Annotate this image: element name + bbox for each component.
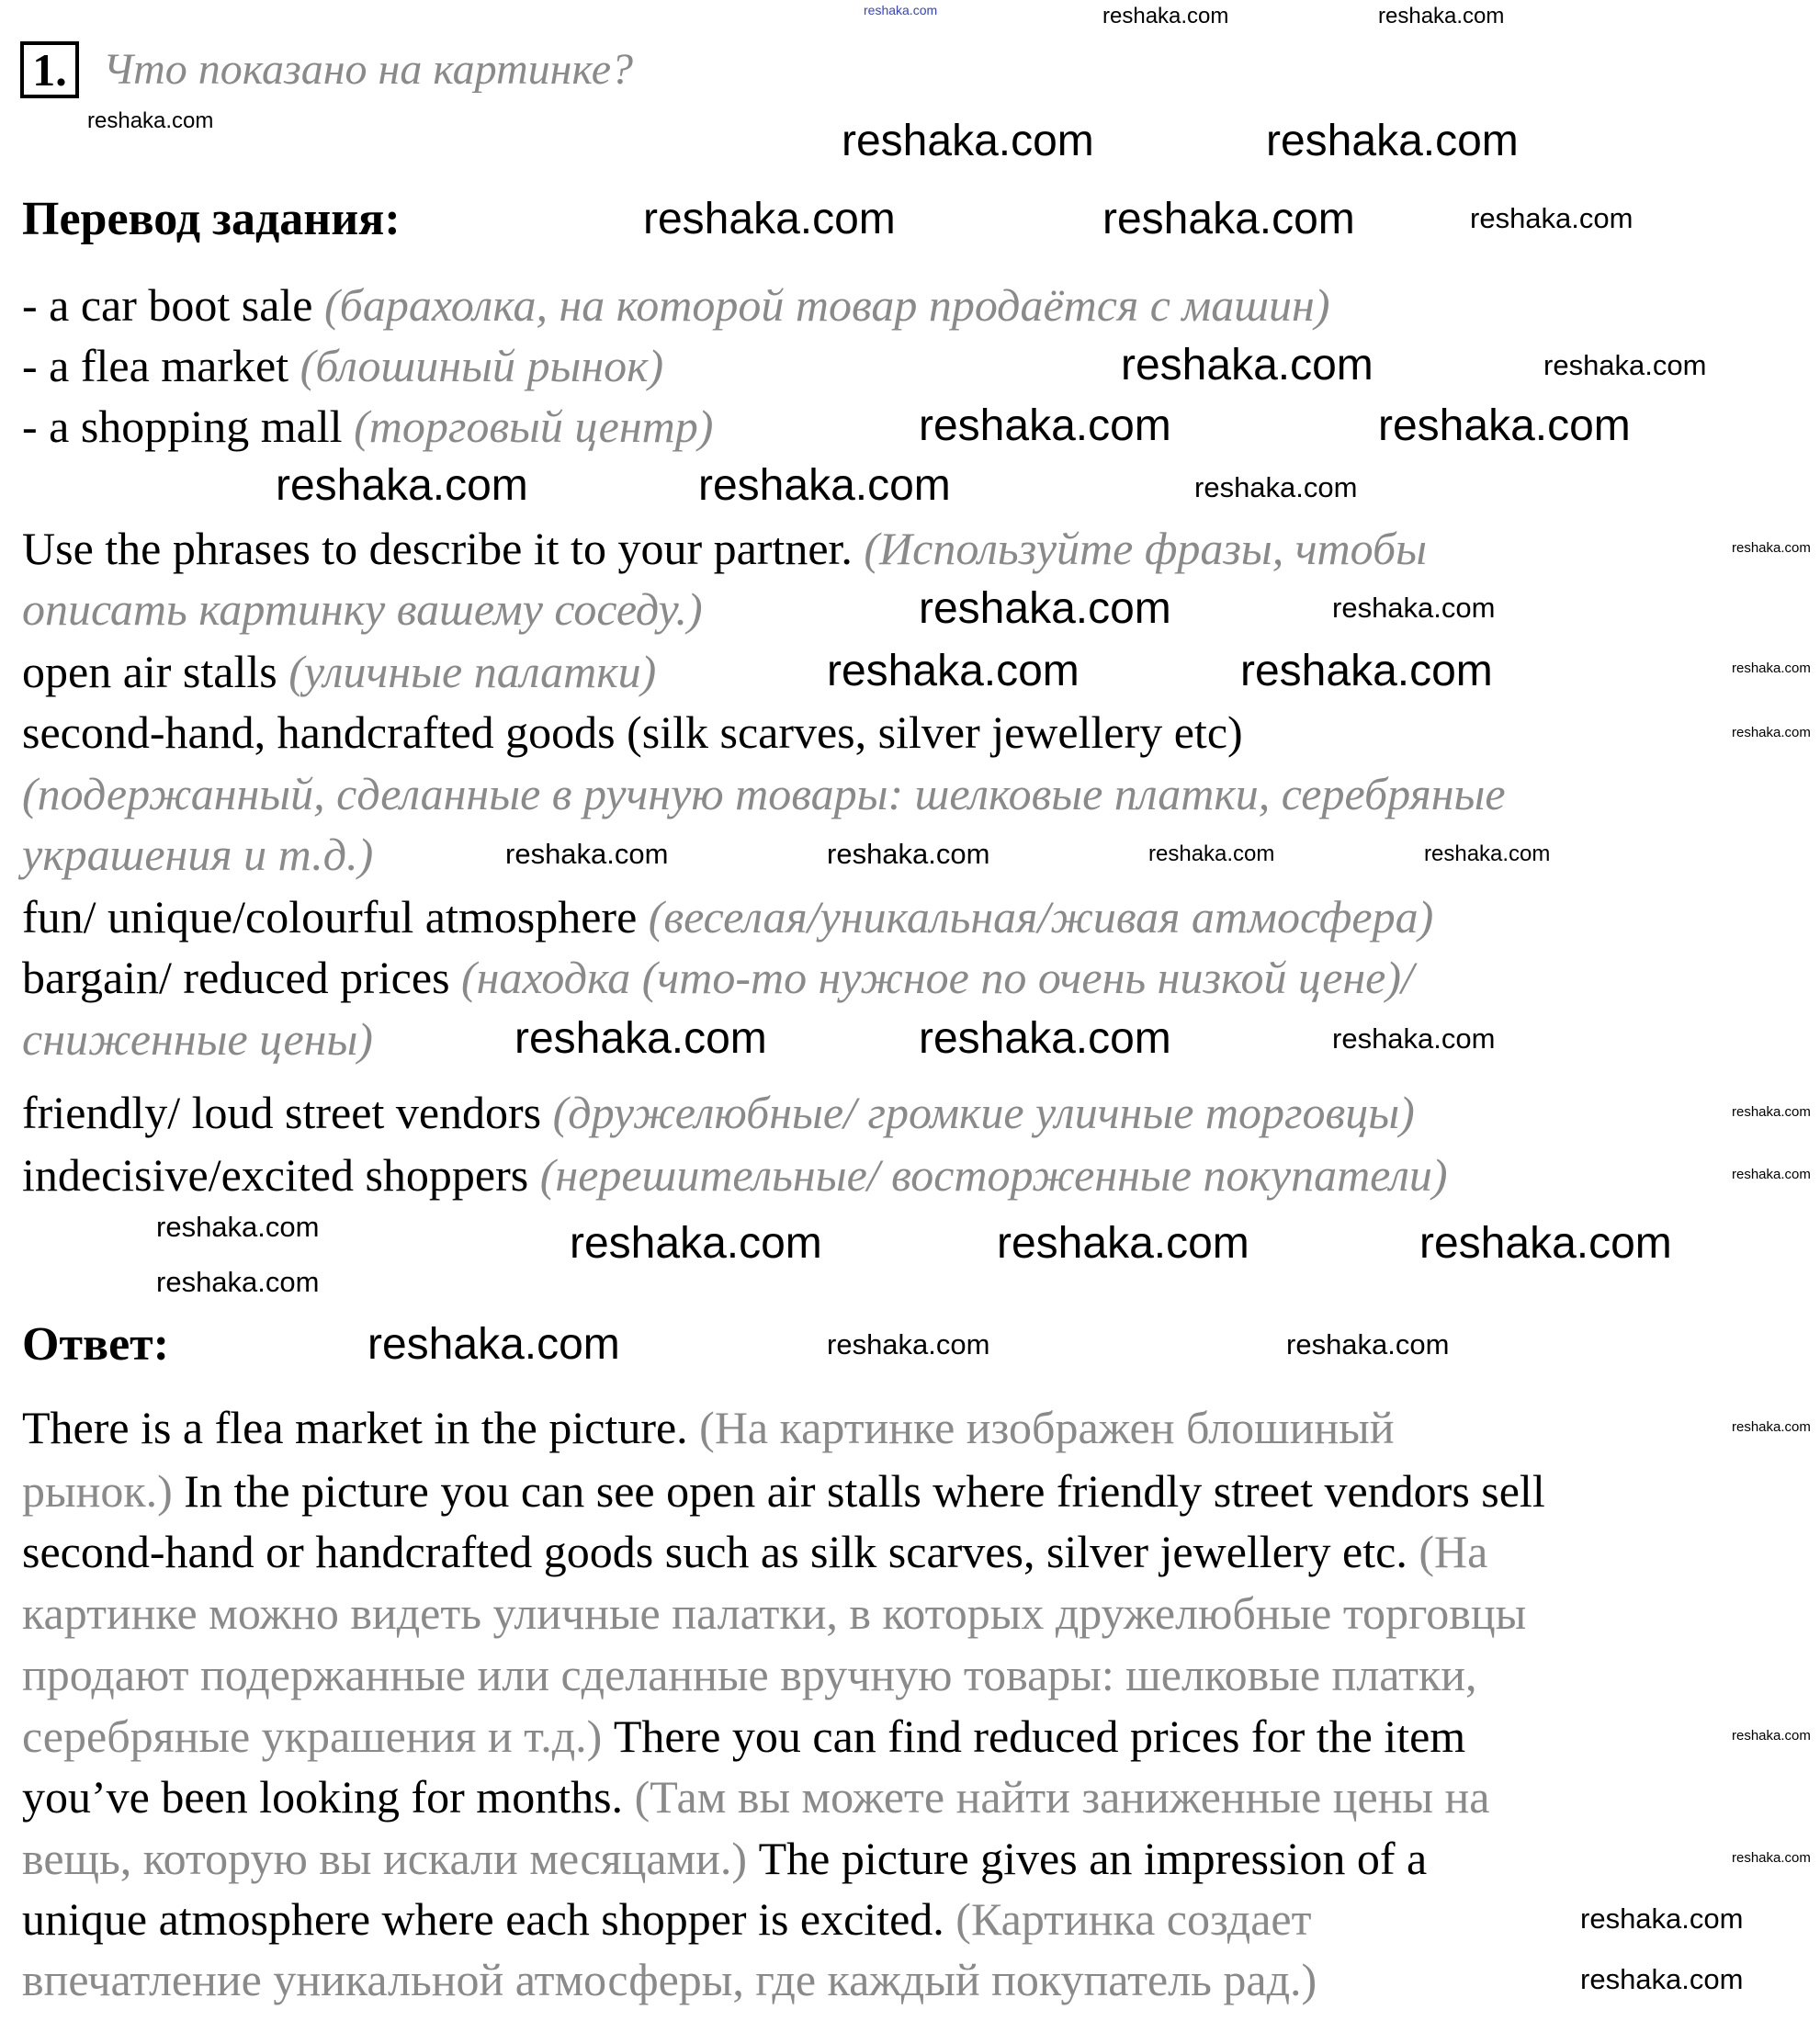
line-ru: (веселая/уникальная/живая атмосфера) — [648, 891, 1434, 943]
task-number: 1. — [20, 41, 79, 98]
answer-ru: вещь, которую вы искали месяцами.) — [22, 1833, 748, 1884]
answer-line — [22, 1828, 1427, 1889]
answer-ru: продают подержанные или сделанные вручную товары: шелковые платки, — [22, 1649, 1477, 1700]
watermark: reshaka.com — [1580, 1963, 1744, 1995]
line-en: indecisive/excited shoppers — [22, 1149, 540, 1201]
answer-en: There you can find reduced prices for the item — [602, 1710, 1466, 1762]
watermark: reshaka.com — [1732, 1167, 1811, 1182]
watermark: reshaka.com — [1543, 349, 1707, 381]
watermark: reshaka.com — [1470, 202, 1633, 234]
answer-heading: Ответ: — [22, 1318, 170, 1371]
line-ru: (дружелюбные/ громкие уличные торговцы) — [552, 1087, 1415, 1138]
answer-line — [22, 1521, 1487, 1582]
watermark: reshaka.com — [1732, 1728, 1811, 1744]
watermark: reshaka.com — [1102, 4, 1229, 28]
watermark: reshaka.com — [1732, 1850, 1811, 1866]
line-en: friendly/ loud street vendors — [22, 1087, 553, 1138]
line-en: open air stalls — [22, 646, 289, 697]
phrase-en: - a flea market — [22, 340, 300, 391]
watermark: reshaka.com — [1121, 341, 1373, 389]
watermark: reshaka.com — [1194, 471, 1358, 503]
translation-line — [22, 886, 1433, 947]
answer-line — [22, 1583, 1526, 1643]
line-ru: (нерешительные/ восторженные покупатели) — [539, 1149, 1448, 1201]
watermark: reshaka.com — [1732, 725, 1811, 740]
phrase-en: - a shopping mall — [22, 401, 355, 452]
translation-line — [22, 763, 1506, 824]
watermark: reshaka.com — [1732, 1104, 1811, 1120]
watermark: reshaka.com — [514, 1014, 767, 1063]
answer-ru: впечатление уникальной атмосферы, где каждый покупатель рад.) — [22, 1954, 1317, 2005]
line-en: bargain/ reduced prices — [22, 952, 462, 1003]
watermark: reshaka.com — [1266, 117, 1519, 165]
answer-line — [22, 1461, 1545, 1521]
watermark: reshaka.com — [367, 1320, 620, 1369]
phrase-line — [22, 396, 713, 457]
watermark: reshaka.com — [919, 584, 1171, 633]
answer-line — [22, 1767, 1489, 1827]
watermark: reshaka.com — [1102, 195, 1355, 243]
phrase-ru: (торговый центр) — [354, 401, 714, 452]
translation-line — [22, 579, 703, 639]
watermark: reshaka.com — [1332, 592, 1496, 624]
watermark: reshaka.com — [1332, 1022, 1496, 1055]
watermark: reshaka.com — [997, 1219, 1249, 1268]
answer-ru: рынок.) — [22, 1465, 173, 1517]
answer-ru: картинке можно видеть уличные палатки, в которых дружелюбные торговцы — [22, 1587, 1527, 1639]
watermark: reshaka.com — [827, 647, 1080, 695]
watermark: reshaka.com — [1419, 1219, 1672, 1268]
watermark: reshaka.com — [156, 1266, 320, 1298]
answer-ru: (На — [1419, 1526, 1488, 1577]
phrase-ru: (барахолка, на которой товар продаётся с машин) — [324, 279, 1330, 331]
translation-line — [22, 702, 1243, 762]
phrase-en: - a car boot sale — [22, 279, 325, 331]
answer-en: second-hand or handcrafted goods such as silk scarves, silver jewellery etc. — [22, 1526, 1419, 1577]
watermark: reshaka.com — [276, 461, 528, 510]
watermark: reshaka.com — [1378, 4, 1505, 28]
watermark: reshaka.com — [1732, 540, 1811, 556]
watermark: reshaka.com — [1148, 841, 1275, 866]
answer-line — [22, 1889, 1311, 1949]
watermark: reshaka.com — [827, 1328, 990, 1360]
translation-line — [22, 1082, 1415, 1143]
watermark: reshaka.com — [1424, 841, 1551, 866]
answer-ru: серебряные украшения и т.д.) — [22, 1710, 603, 1762]
phrase-ru: (блошиный рынок) — [300, 340, 664, 391]
answer-ru: (Картинка создает — [955, 1893, 1312, 1945]
watermark: reshaka.com — [1240, 647, 1493, 695]
watermark: reshaka.com — [505, 838, 669, 870]
answer-ru: (На картинке изображен блошиный — [699, 1402, 1395, 1453]
phrase-line — [22, 275, 1330, 335]
watermark: reshaka.com — [1378, 401, 1631, 450]
translation-line — [22, 1009, 373, 1069]
line-ru: сниженные цены) — [22, 1013, 373, 1065]
line-ru: (Используйте фразы, чтобы — [864, 523, 1428, 574]
line-ru: (подержанный, сделанные в ручную товары: шелковые платки, серебряные — [22, 768, 1506, 819]
translation-line — [22, 518, 1427, 579]
watermark: reshaka.com — [919, 401, 1171, 450]
watermark: reshaka.com — [1732, 660, 1811, 676]
translation-heading: Перевод задания: — [22, 193, 401, 245]
answer-en: In the picture you can see open air stalls where friendly street vendors sell — [172, 1465, 1545, 1517]
line-ru: (находка (что-то нужное по очень низкой цене)/ — [461, 952, 1414, 1003]
phrase-line — [22, 335, 663, 396]
line-en: Use the phrases to describe it to your partner. — [22, 523, 865, 574]
line-en: second-hand, handcrafted goods (silk scarves, silver jewellery etc) — [22, 706, 1243, 758]
translation-line — [22, 947, 1414, 1008]
line-en: fun/ unique/colourful atmosphere — [22, 891, 649, 943]
line-ru: описать картинку вашему соседу.) — [22, 583, 703, 635]
answer-line — [22, 1644, 1477, 1705]
answer-en: unique atmosphere where each shopper is excited. — [22, 1893, 956, 1945]
watermark: reshaka.com — [1732, 1419, 1811, 1435]
watermark: reshaka.com — [87, 108, 214, 133]
watermark-top: reshaka.com — [864, 3, 938, 17]
watermark: reshaka.com — [643, 195, 896, 243]
watermark: reshaka.com — [156, 1211, 320, 1243]
translation-line — [22, 824, 373, 885]
line-ru: украшения и т.д.) — [22, 829, 374, 880]
answer-line — [22, 1397, 1395, 1458]
answer-en: you’ve been looking for months. — [22, 1771, 635, 1823]
watermark: reshaka.com — [1286, 1328, 1450, 1360]
watermark: reshaka.com — [919, 1014, 1171, 1063]
watermark: reshaka.com — [1580, 1902, 1744, 1935]
task-question: Что показано на картинке? — [103, 45, 634, 94]
answer-en: There is a flea market in the picture. — [22, 1402, 700, 1453]
answer-ru: (Там вы можете найти заниженные цены на — [634, 1771, 1490, 1823]
line-ru: (уличные палатки) — [288, 646, 657, 697]
answer-line — [22, 1949, 1317, 2010]
translation-line — [22, 641, 656, 702]
watermark: reshaka.com — [698, 461, 951, 510]
answer-en: The picture gives an impression of a — [747, 1833, 1428, 1884]
translation-line — [22, 1145, 1448, 1205]
watermark: reshaka.com — [842, 117, 1094, 165]
watermark: reshaka.com — [827, 838, 990, 870]
watermark: reshaka.com — [570, 1219, 822, 1268]
answer-line — [22, 1706, 1465, 1767]
